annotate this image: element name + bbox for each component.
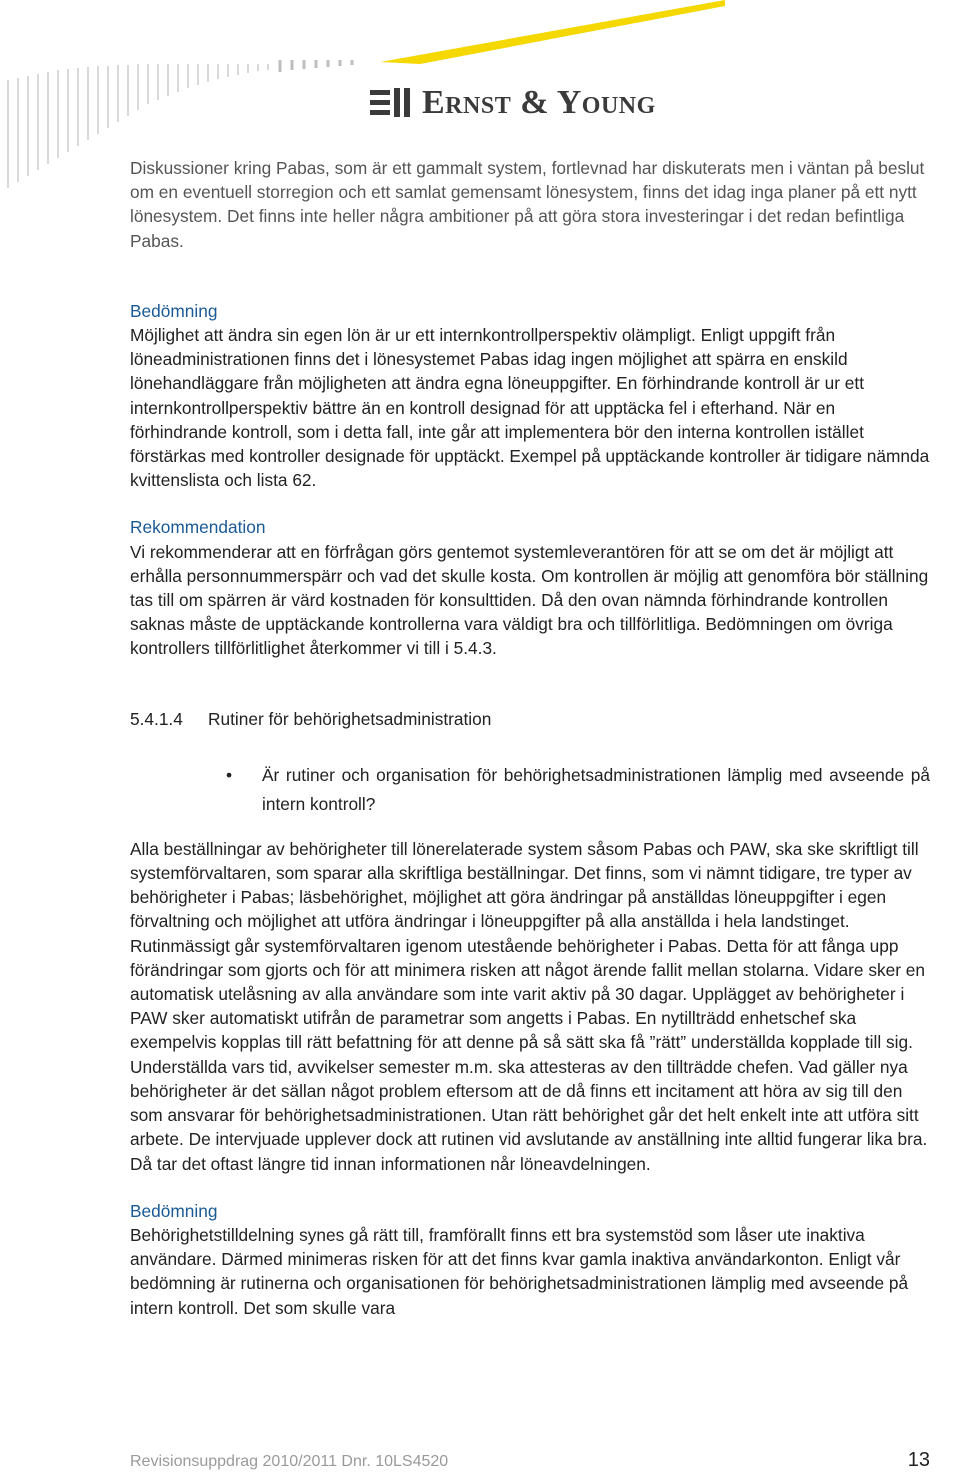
document-body xyxy=(130,156,930,1320)
bedomning-heading-2: Bedömning xyxy=(130,1200,218,1221)
bullet-icon: • xyxy=(226,764,233,785)
main-paragraph: Alla beställningar av behörigheter till lönerelaterade system såsom Pabas och PAW, ska ske skriftligt till systemförvaltaren, som sparar alla skriftliga beställningar. Det finns, som vi nämnt tidigare, tre typer av behörigheter i Pabas; läsbehörighet, möjlighet att göra ändringar på anställdas löneuppgifter i egen förvaltning och möjlighet att utföra ändringar i löneuppgifter på alla anställda i hela landstinget. Rutinmässigt går systemförvaltaren igenom utestående behörigheter i Pabas. Detta för att fånga upp förändringar som gjorts och för att minimera risken att något ärende fallit mellan stolarna. Vidare sker en automatisk utelåsning av alla användare som inte varit aktiv på 30 dagar. Upplägget av behörigheter i PAW sker automatiskt utifrån de parametrar som angetts i Pabas. En nytillträdd enhetschef ska exempelvis kopplas till rätt befattning för att denne på så sätt ska få ”rätt” underställda kopplade till sig. Underställda vars tid, avvikelser semester m.m. ska attesteras av den tillträdde chefen. Vad gäller nya behörigheter är det sällan något problem eftersom att de då finns ett incitament att höra av sig till den som ansvarar för behörighetsadministrationen. Utan rätt behörighet går det helt enkelt inte att utföra sitt arbete. De intervjuade upplever dock att rutinen vid avslutande av anställning inte alltid fungerar lika bra. Då tar det oftast längre tid innan informationen når löneavdelningen. xyxy=(130,838,928,1174)
intro-paragraph: Diskussioner kring Pabas, som är ett gammalt system, fortlevnad har diskuterats men i väntan på beslut om en eventuell storregion och ett samlat gemensamt lönesystem, finns det idag inga planer på ett nytt lönesystem. Det finns inte heller några ambitioner på att göra stora investeringar i det redan befintliga Pabas. xyxy=(130,158,925,251)
page-footer xyxy=(130,1449,930,1471)
rekommendation-heading: Rekommendation xyxy=(130,517,266,538)
footer-text: Revisionsuppdrag 2010/2011 Dnr. 10LS4520 xyxy=(130,1453,449,1470)
bedomning-heading-1: Bedömning xyxy=(130,300,218,321)
bullet-text: Är rutiner och organisation för behörighetsadministrationen lämplig med avseende på intern kontroll? xyxy=(262,764,930,814)
bedomning-paragraph-1: Möjlighet att ändra sin egen lön är ur ett internkontrollperspektiv olämpligt. Enligt uppgift från löneadministrationen finns det i lönesystemet Pabas idag ingen möjlighet att spärra en enskild lönehandläggare från möjligheten att ändra egna löneuppgifter. En förhindrande kontroll är ur ett internkontrollperspektiv bättre än en kontroll designad för att upptäcka fel i efterhand. När en förhindrande kontroll, som i detta fall, inte går att implementera bör den interna kontrollen istället förstärkas med kontroller designade för upptäckt. Exempel på upptäckande kontroller är tidigare nämnda kvittenslista och lista 62. xyxy=(130,325,930,491)
section-title: Rutiner för behörighetsadministration xyxy=(208,708,492,729)
section-number: 5.4.1.4 xyxy=(130,708,183,729)
bullet-item xyxy=(130,761,930,819)
logo-mark-icon xyxy=(370,88,414,118)
page-number: 13 xyxy=(907,1449,930,1471)
rekommendation-paragraph: Vi rekommenderar att en förfrågan görs gentemot systemleverantören för att se om det är möjligt att erhålla personnummerspärr och vad det skulle kosta. Om kontrollen är möjlig att genomföra bör ställning tas till om spärren är värd kostnaden för konsulttiden. Då den ovan nämnda förhindrande kontrollen saknas måste de upptäckande kontrollerna vara väldigt bra och tillförlitliga. Bedömningen om övriga kontrollers tillförlitlighet återkommer vi till i 5.4.3. xyxy=(130,541,929,659)
company-logo: Ernst & Young xyxy=(422,84,656,121)
section-heading xyxy=(130,707,930,731)
bedomning-paragraph-2: Behörighetstilldelning synes gå rätt till, framförallt finns ett bra systemstöd som låser ute inaktiva användare. Därmed minimeras risken för att det finns kvar gamla inaktiva användarkonton. Enligt vår bedömning är rutinerna och organisationen för behörighetsadministrationen lämplig med avseende på intern kontroll. Det som skulle vara xyxy=(130,1224,909,1318)
